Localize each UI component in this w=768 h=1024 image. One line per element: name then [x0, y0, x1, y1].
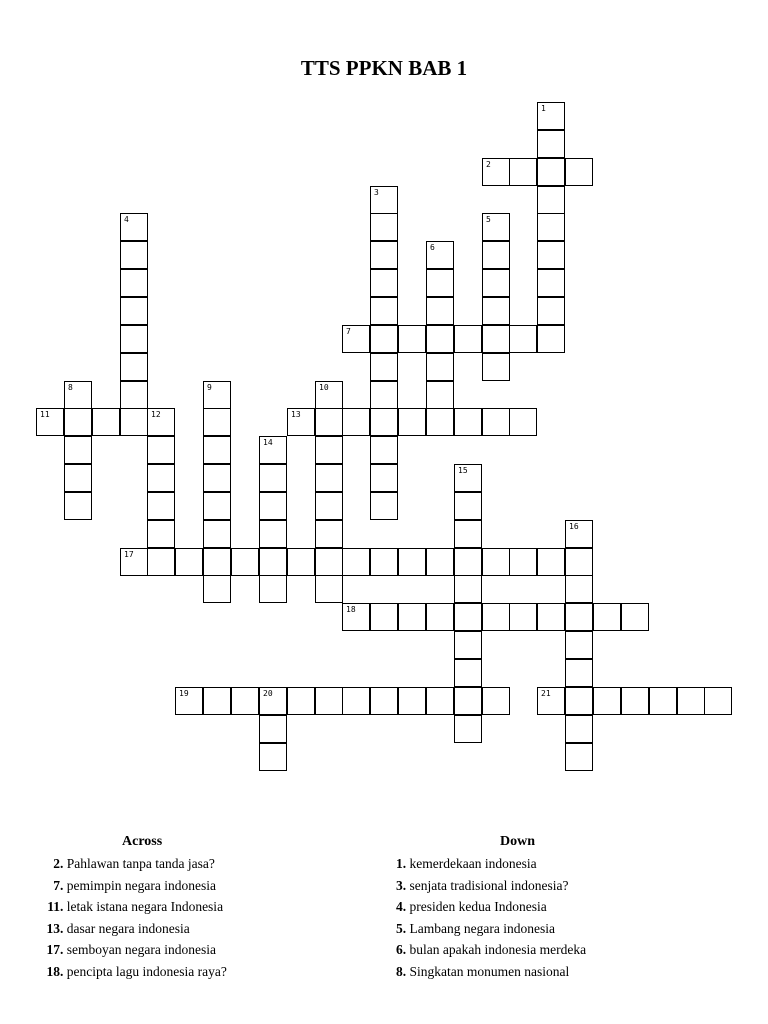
grid-cell[interactable]	[398, 603, 426, 631]
grid-cell[interactable]	[537, 213, 565, 241]
grid-cell[interactable]	[64, 408, 92, 436]
grid-cell[interactable]	[537, 269, 565, 297]
cell-number: 4	[124, 215, 129, 224]
cell-number: 17	[124, 550, 134, 559]
grid-cell[interactable]	[120, 213, 148, 241]
grid-cell[interactable]	[482, 297, 510, 325]
grid-cell[interactable]	[203, 520, 231, 548]
grid-cell[interactable]	[259, 548, 287, 576]
cell-number: 13	[291, 410, 301, 419]
grid-cell[interactable]	[370, 687, 398, 715]
down-clue: 5. Lambang negara indonesia	[396, 920, 555, 936]
grid-cell[interactable]	[370, 464, 398, 492]
down-heading: Down	[500, 834, 536, 849]
grid-cell[interactable]	[287, 408, 315, 436]
grid-cell[interactable]	[259, 520, 287, 548]
grid-cell[interactable]	[593, 687, 621, 715]
grid-cell[interactable]	[454, 464, 482, 492]
grid-cell[interactable]	[454, 687, 482, 715]
cell-number: 15	[458, 466, 468, 475]
grid-cell[interactable]	[370, 381, 398, 409]
cell-number: 7	[346, 327, 351, 336]
grid-cell[interactable]	[509, 548, 537, 576]
grid-cell[interactable]	[370, 241, 398, 269]
across-clue: 7. pemimpin negara indonesia	[53, 877, 216, 893]
cell-number: 16	[569, 522, 579, 531]
grid-cell[interactable]	[537, 325, 565, 353]
grid-cell[interactable]	[259, 715, 287, 743]
grid-cell[interactable]	[509, 603, 537, 631]
across-clue: 13. dasar negara indonesia	[46, 920, 190, 936]
grid-cell[interactable]	[370, 325, 398, 353]
grid-cell[interactable]	[649, 687, 677, 715]
grid-cell[interactable]	[287, 687, 315, 715]
grid-cell[interactable]	[537, 130, 565, 158]
grid-cell[interactable]	[315, 548, 343, 576]
across-clues	[40, 834, 360, 983]
grid-cell[interactable]	[259, 436, 287, 464]
down-clue: 6. bulan apakah indonesia merdeka	[396, 942, 587, 958]
grid-cell[interactable]	[482, 408, 510, 436]
across-heading: Across	[122, 834, 163, 849]
grid-cell[interactable]	[370, 213, 398, 241]
grid-cell[interactable]	[704, 687, 732, 715]
grid-cell[interactable]	[482, 548, 510, 576]
grid-cell[interactable]	[621, 603, 649, 631]
grid-cell[interactable]	[36, 408, 64, 436]
grid-cell[interactable]	[370, 548, 398, 576]
grid-cell[interactable]	[398, 548, 426, 576]
grid-cell[interactable]	[370, 353, 398, 381]
grid-cell[interactable]	[426, 269, 454, 297]
grid-cell[interactable]	[120, 353, 148, 381]
grid-cell[interactable]	[565, 687, 593, 715]
cell-number: 9	[207, 383, 212, 392]
grid-cell[interactable]	[370, 603, 398, 631]
grid-cell[interactable]	[259, 464, 287, 492]
grid-cell[interactable]	[147, 520, 175, 548]
grid-cell[interactable]	[64, 381, 92, 409]
grid-cell[interactable]	[565, 520, 593, 548]
grid-cell[interactable]	[64, 436, 92, 464]
grid-cell[interactable]	[482, 687, 510, 715]
grid-cell[interactable]	[454, 575, 482, 603]
grid-cell[interactable]	[537, 603, 565, 631]
grid-cell[interactable]	[175, 548, 203, 576]
grid-cell[interactable]	[259, 492, 287, 520]
grid-cell[interactable]	[315, 464, 343, 492]
grid-cell[interactable]	[287, 548, 315, 576]
grid-cell[interactable]	[315, 687, 343, 715]
grid-cell[interactable]	[120, 241, 148, 269]
grid-cell[interactable]	[482, 325, 510, 353]
cell-number: 21	[541, 689, 551, 698]
grid-cell[interactable]	[342, 325, 370, 353]
grid-cell[interactable]	[231, 687, 259, 715]
cell-number: 11	[40, 410, 50, 419]
grid-cell[interactable]	[259, 687, 287, 715]
grid-cell[interactable]	[147, 548, 175, 576]
down-clues	[396, 834, 736, 983]
grid-cell[interactable]	[370, 492, 398, 520]
grid-cell[interactable]	[565, 743, 593, 771]
down-clue: 1. kemerdekaan indonesia	[396, 856, 537, 871]
grid-cell[interactable]	[565, 631, 593, 659]
cell-number: 2	[486, 160, 491, 169]
grid-cell[interactable]	[565, 603, 593, 631]
cell-number: 18	[346, 605, 356, 614]
across-clue: 2. Pahlawan tanpa tanda jasa?	[53, 856, 215, 871]
grid-cell[interactable]	[203, 687, 231, 715]
cell-number: 10	[319, 383, 329, 392]
grid-cell[interactable]	[92, 408, 120, 436]
across-clue: 18. pencipta lagu indonesia raya?	[46, 963, 227, 979]
grid-cell[interactable]	[537, 241, 565, 269]
grid-cell[interactable]	[454, 520, 482, 548]
grid-cell[interactable]	[175, 687, 203, 715]
grid-cell[interactable]	[342, 408, 370, 436]
grid-cell[interactable]	[537, 186, 565, 214]
grid-cell[interactable]	[482, 603, 510, 631]
cell-number: 3	[374, 188, 379, 197]
grid-cell[interactable]	[426, 297, 454, 325]
grid-cell[interactable]	[342, 687, 370, 715]
grid-cell[interactable]	[565, 715, 593, 743]
grid-cell[interactable]	[454, 548, 482, 576]
puzzle-title: TTS PPKN BAB 1	[300, 56, 468, 80]
cell-number: 12	[151, 410, 161, 419]
grid-cell[interactable]	[370, 297, 398, 325]
grid-cell[interactable]	[231, 548, 259, 576]
grid-cell[interactable]	[454, 325, 482, 353]
grid-cell[interactable]	[203, 408, 231, 436]
grid-cell[interactable]	[398, 408, 426, 436]
grid-cell[interactable]	[370, 436, 398, 464]
grid-cell[interactable]	[537, 297, 565, 325]
grid-cell[interactable]	[454, 715, 482, 743]
grid-cell[interactable]	[482, 213, 510, 241]
grid-cell[interactable]	[315, 381, 343, 409]
grid-cell[interactable]	[593, 603, 621, 631]
across-clue: 11. letak istana negara Indonesia	[47, 899, 224, 915]
grid-cell[interactable]	[120, 408, 148, 436]
grid-cell[interactable]	[120, 297, 148, 325]
grid-cell[interactable]	[482, 158, 510, 186]
grid-cell[interactable]	[315, 492, 343, 520]
grid-cell[interactable]	[64, 492, 92, 520]
cell-number: 20	[263, 689, 273, 698]
grid-cell[interactable]	[426, 603, 454, 631]
grid-cell[interactable]	[259, 575, 287, 603]
grid-cell[interactable]	[454, 408, 482, 436]
grid-cell[interactable]	[454, 659, 482, 687]
grid-cell[interactable]	[426, 241, 454, 269]
grid-cell[interactable]	[370, 269, 398, 297]
grid-cell[interactable]	[509, 158, 537, 186]
grid-cell[interactable]	[203, 575, 231, 603]
grid-cell[interactable]	[537, 158, 565, 186]
grid-cell[interactable]	[203, 436, 231, 464]
grid-cell[interactable]	[147, 492, 175, 520]
grid-cell[interactable]	[315, 436, 343, 464]
grid-cell[interactable]	[426, 325, 454, 353]
grid-cell[interactable]	[315, 408, 343, 436]
grid-cell[interactable]	[482, 269, 510, 297]
grid-cell[interactable]	[203, 548, 231, 576]
grid-cell[interactable]	[398, 687, 426, 715]
grid-cell[interactable]	[482, 241, 510, 269]
down-clue: 8. Singkatan monumen nasional	[396, 963, 570, 979]
grid-cell[interactable]	[621, 687, 649, 715]
grid-cell[interactable]	[565, 158, 593, 186]
down-clue: 3. senjata tradisional indonesia?	[396, 877, 569, 893]
down-clue: 4. presiden kedua Indonesia	[396, 899, 547, 915]
grid-cell[interactable]	[120, 325, 148, 353]
grid-cell[interactable]	[426, 687, 454, 715]
across-clue: 17. semboyan negara indonesia	[46, 942, 216, 958]
grid-cell[interactable]	[342, 548, 370, 576]
grid-cell[interactable]	[426, 408, 454, 436]
cell-number: 6	[430, 243, 435, 252]
cell-number: 5	[486, 215, 491, 224]
grid-cell[interactable]	[398, 325, 426, 353]
grid-cell[interactable]	[64, 464, 92, 492]
cell-number: 8	[68, 383, 73, 392]
grid-cell[interactable]	[677, 687, 705, 715]
cell-number: 14	[263, 438, 273, 447]
grid-cell[interactable]	[565, 659, 593, 687]
cell-number: 1	[541, 104, 546, 113]
grid-cell[interactable]	[565, 575, 593, 603]
grid-cell[interactable]	[203, 464, 231, 492]
grid-cell[interactable]	[342, 603, 370, 631]
grid-cell[interactable]	[454, 603, 482, 631]
grid-cell[interactable]	[203, 492, 231, 520]
grid-cell[interactable]	[565, 548, 593, 576]
grid-cell[interactable]	[537, 548, 565, 576]
grid-cell[interactable]	[426, 548, 454, 576]
grid-cell[interactable]	[315, 520, 343, 548]
grid-cell[interactable]	[203, 381, 231, 409]
grid-cell[interactable]	[370, 408, 398, 436]
grid-cell[interactable]	[454, 492, 482, 520]
grid-cell[interactable]	[537, 687, 565, 715]
grid-cell[interactable]	[537, 102, 565, 130]
grid-cell[interactable]	[120, 381, 148, 409]
cell-number: 19	[179, 689, 189, 698]
grid-cell[interactable]	[315, 575, 343, 603]
grid-cell[interactable]	[120, 548, 148, 576]
grid-cell[interactable]	[147, 408, 175, 436]
grid-cell[interactable]	[426, 353, 454, 381]
grid-cell[interactable]	[509, 325, 537, 353]
grid-cell[interactable]	[482, 353, 510, 381]
grid-cell[interactable]	[426, 381, 454, 409]
grid-cell[interactable]	[509, 408, 537, 436]
grid-cell[interactable]	[370, 186, 398, 214]
grid-cell[interactable]	[147, 436, 175, 464]
grid-cell[interactable]	[120, 269, 148, 297]
grid-cell[interactable]	[454, 631, 482, 659]
grid-cell[interactable]	[147, 464, 175, 492]
grid-cell[interactable]	[259, 743, 287, 771]
